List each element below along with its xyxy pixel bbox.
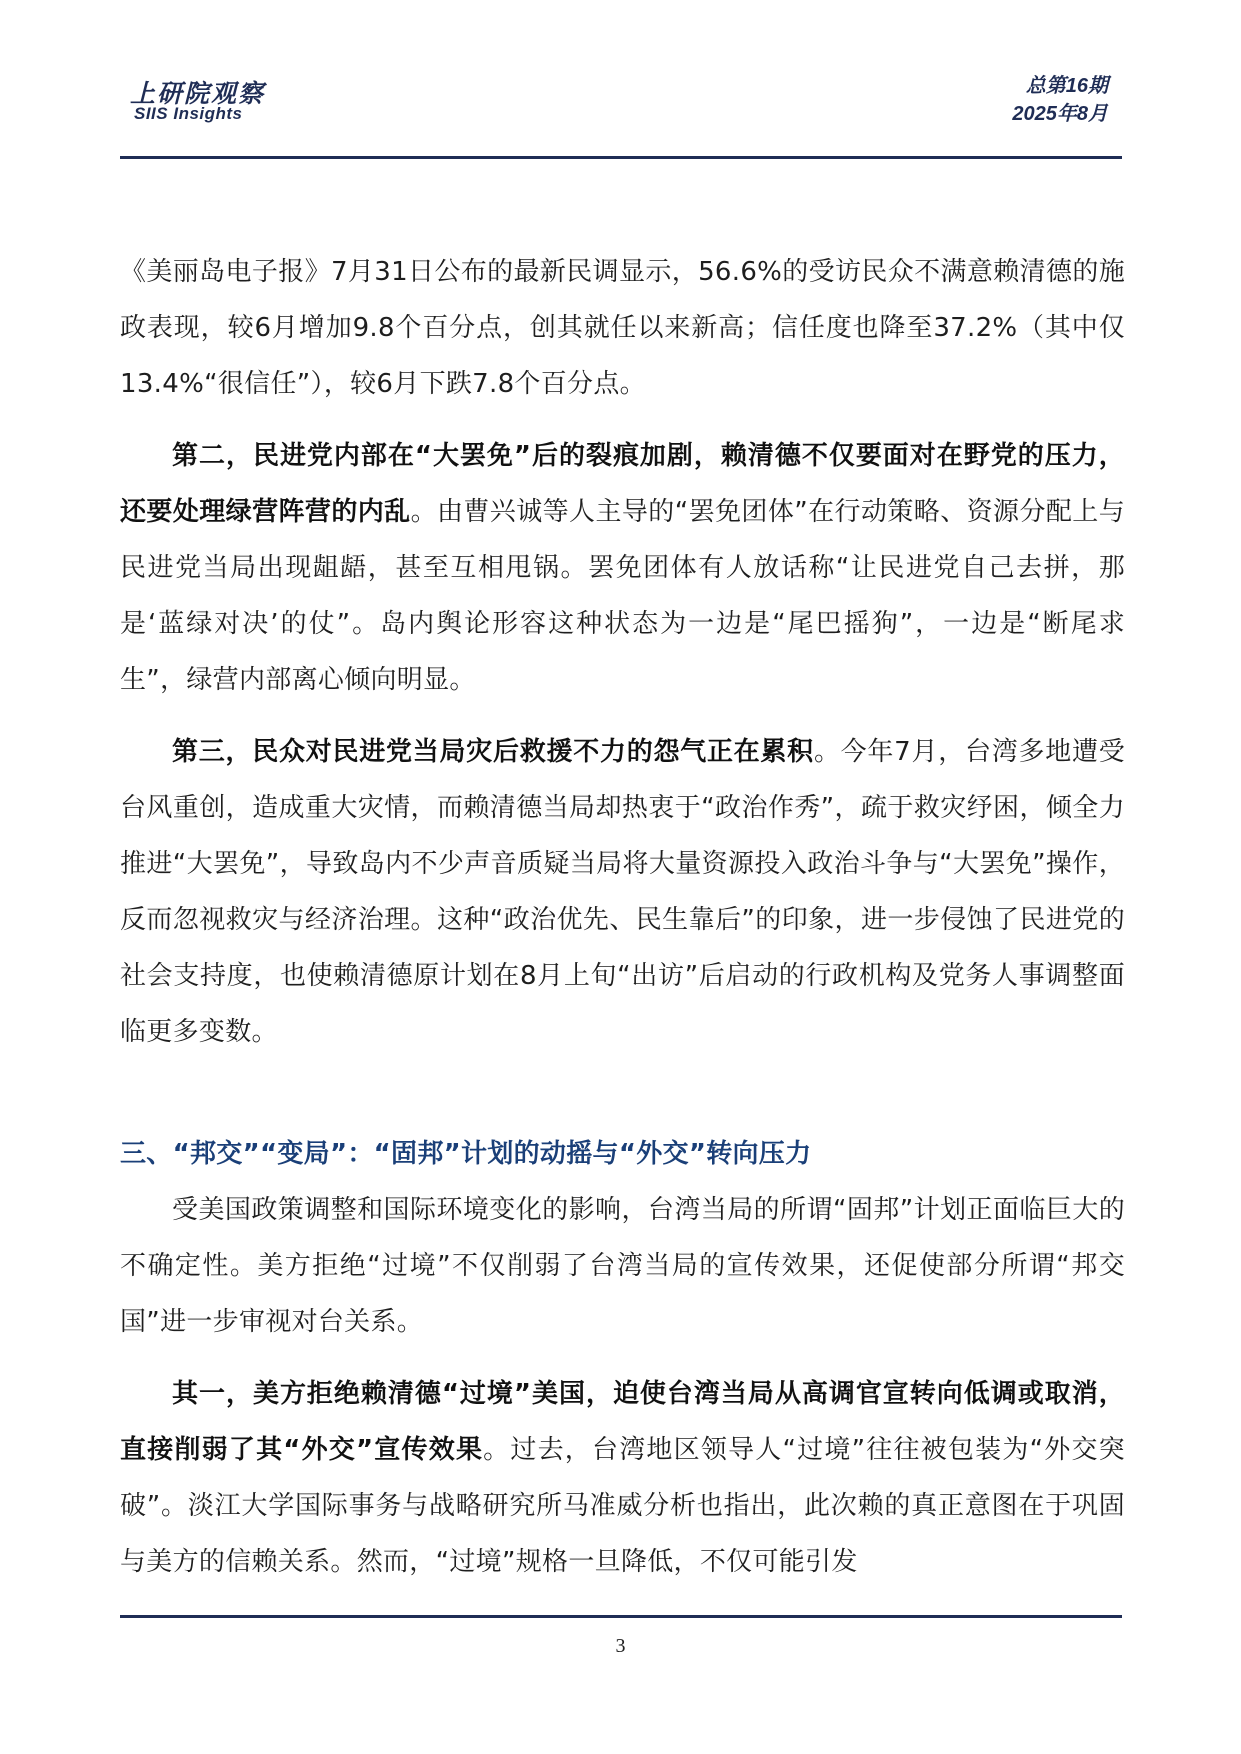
section-heading-3: 三、“邦交”“变局”：“固邦”计划的动摇与“外交”转向压力 [120,1139,812,1169]
paragraph-first-point-text: 。过去，台湾地区领导人“过境”往往被包装为“外交突破”。淡江大学国际事务与战略研究所马准威分析也指出，此次赖的真正意图在于巩固与美方的信赖关系。然而，“过境”规格一旦降低，不仅可能引发 [120,1435,1125,1577]
paragraph-third-lead: 第三，民众对民进党当局灾后救援不力的怨气正在累积 [172,737,814,767]
page-number: 3 [615,1635,626,1657]
issue-info [1012,72,1108,128]
footer-divider [120,1615,1122,1618]
logo-english: SIIS Insights [134,104,243,123]
article-body [120,244,1125,1590]
paragraph-section3-intro: 受美国政策调整和国际环境变化的影响，台湾当局的所谓“固邦”计划正面临巨大的不确定性。美方拒绝“过境”不仅削弱了台湾当局的宣传效果，还促使部分所谓“邦交国”进一步审视对台关系。 [120,1195,1125,1337]
paragraph-poll: 《美丽岛电子报》7月31日公布的最新民调显示，56.6%的受访民众不满意赖清德的施政表现，较6月增加9.8个百分点，创其就任以来新高；信任度也降至37.2%（其中仅13.4%“很信任”），较6月下跌7.8个百分点。 [120,257,1125,399]
issue-date: 2025年8月 [1012,103,1108,125]
issue-number: 总第16期 [1025,75,1108,97]
header-divider [120,156,1122,159]
page-header [0,0,1241,170]
paragraph-second-lead: 第二，民进党内部在“大罢免”后的裂痕加剧，赖清德不仅要面对在野党的压力，还要处理绿营阵营的内乱 [120,441,1125,527]
paragraph-second-text: 。由曹兴诚等人主导的“罢免团体”在行动策略、资源分配上与民进党当局出现龃龉，甚至互相甩锅。罢免团体有人放话称“让民进党自己去拼，那是‘蓝绿对决’的仗”。岛内舆论形容这种状态为一边是“尾巴摇狗”，一边是“断尾求生”，绿营内部离心倾向明显。 [120,497,1125,695]
paragraph-first-point [120,1366,1125,1590]
paragraph-second [120,428,1125,708]
paragraph-third-text: 。今年7月，台湾多地遭受台风重创，造成重大灾情，而赖清德当局却热衷于“政治作秀”，疏于救灾纾困，倾全力推进“大罢免”，导致岛内不少声音质疑当局将大量资源投入政治斗争与“大罢免”操作，反而忽视救灾与经济治理。这种“政治优先、民生靠后”的印象，进一步侵蚀了民进党的社会支持度，也使赖清德原计划在8月上旬“出访”后启动的行政机构及党务人事调整面临更多变数。 [120,737,1125,1047]
paragraph-third [120,724,1125,1060]
paragraph-first-point-lead: 其一，美方拒绝赖清德“过境”美国，迫使台湾当局从高调官宣转向低调或取消，直接削弱了其“外交”宣传效果 [120,1379,1125,1465]
logo-chinese: 上研院观察 [130,79,266,108]
